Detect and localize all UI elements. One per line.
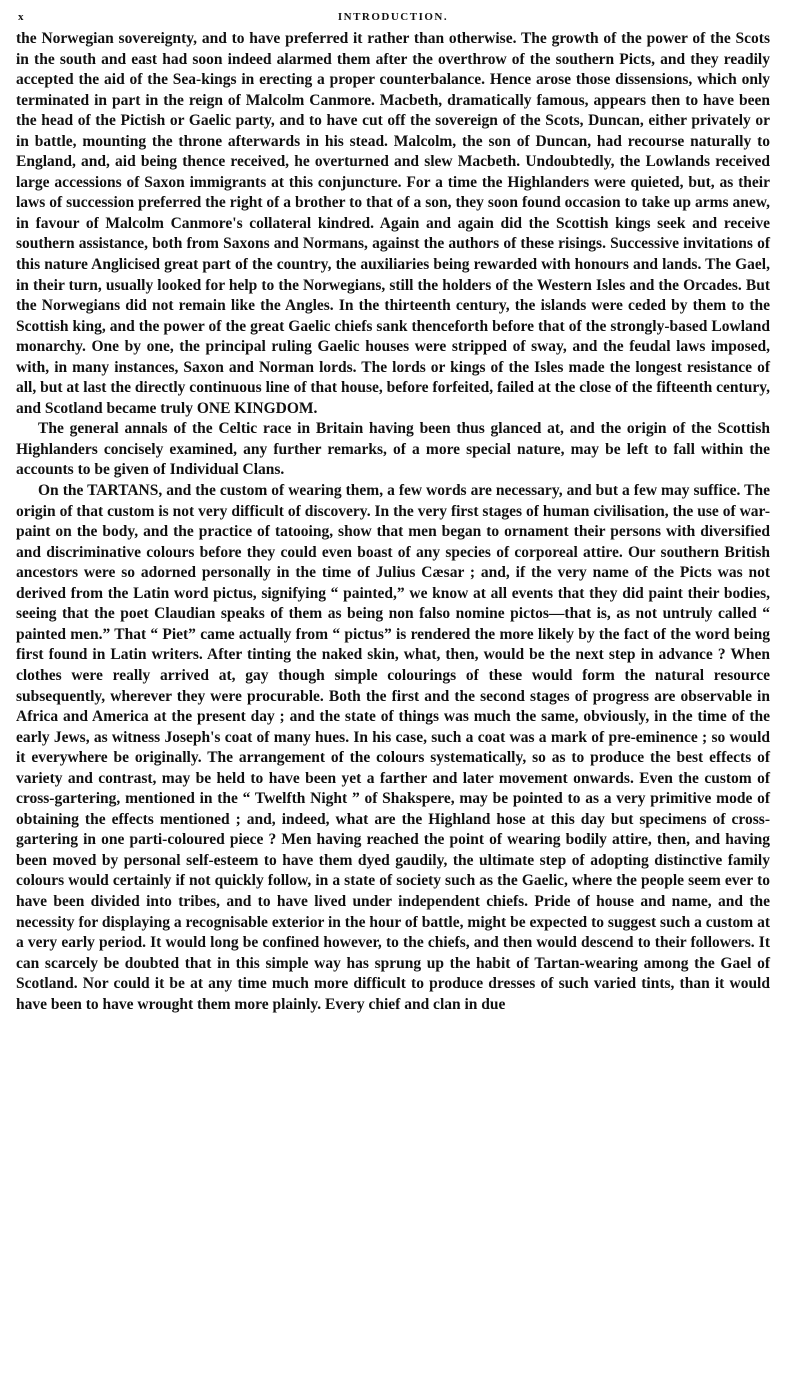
- paragraph-tartans: On the TARTANS, and the custom of wearing them, a few words are necessary, and but a few may suffice. The origin of that custom is not very difficult of discovery. In the very first stages of human civilisation, the use of war-paint on the body, and the practice of tatooing, show that men began to ornament their persons with diversified and discriminative colours before they could even boast of any species of corporeal attire. Our southern British ancestors were so adorned personally in the time of Julius Cæsar ; and, if the very name of the Picts was not derived from the Latin word pictus, signifying “ painted,” we know at all events that they did paint their bodies, seeing that the poet Claudian speaks of them as being non falso nomine pictos—that is, as not untruly called “ painted men.” That “ Piet” came actually from “ pictus” is rendered the more likely by the fact of the word being first found in Latin writers. After tinting the naked skin, what, then, would be the next step in advance ? When clothes were really arrived at, gay though simple colourings of these would form the natural resource subsequently, wherever they were procurable. Both the first and the second stages of progress are observable in Africa and America at the present day ; and the state of things was much the same, obviously, in the time of the early Jews, as witness Joseph's coat of many hues. In his case, such a coat was a mark of pre-eminence ; so would it everywhere be originally. The arrangement of the colours systematically, so as to produce the best effects of variety and contrast, may be held to have been yet a farther and later movement onwards. Even the custom of cross-gartering, mentioned in the “ Twelfth Night ” of Shakspere, may be pointed to as a very primitive mode of obtaining the effects mentioned ; and, indeed, what are the Highland hose at this day but specimens of cross-gartering in one parti-coloured piece ? Men having reached the point of wearing bodily attire, then, and having been moved by personal self-esteem to have them dyed gaudily, the ultimate step of adopting distinctive family colours would certainly if not quickly follow, in a state of society such as the Gaelic, where the people seem ever to have been divided into tribes, and to have lived under independent chiefs. Pride of house and name, and the necessity for displaying a recognisable exterior in the hour of battle, might be expected to suggest such a custom at a very early period. It would long be confined however, to the chiefs, and then would descend to their followers. It can scarcely be doubted that in this simple way has sprung up the habit of Tartan-wearing among the Gael of Scotland. Nor could it be at any time much more difficult to produce dresses of such varied tints, than it would have been to have wrought them more plainly. Every chief and clan in due: [16, 482, 770, 1013]
- paragraph-celtic-annals: The general annals of the Celtic race in Britain having been thus glanced at, and the origin of the Scottish Highlanders concisely examined, any further remarks, of a more special nature, may be left to fall within the accounts to be given of Individual Clans.: [16, 420, 770, 479]
- page-number: x: [18, 11, 25, 23]
- paragraph-norwegian-sovereignty: the Norwegian sovereignty, and to have preferred it rather than otherwise. The growth of the power of the Scots in the south and east had soon indeed alarmed them after the overthrow of the southern Picts, and they readily accepted the aid of the Sea-kings in erecting a proper counterbalance. Hence arose those dissensions, which only terminated in part in the reign of Malcolm Canmore. Macbeth, dramatically famous, appears then to have been the head of the Pictish or Gaelic party, and to have cut off the sovereign of the Scots, Duncan, either privately or in battle, mounting the throne afterwards in his stead. Malcolm, the son of Duncan, had recourse naturally to England, and, aid being thence received, he overturned and slew Macbeth. Undoubtedly, the Lowlands received large accessions of Saxon immigrants at this conjuncture. For a time the Highlanders were quieted, but, as their laws of succession preferred the right of a brother to that of a son, they soon found occasion to take up arms anew, in favour of Malcolm Canmore's collateral kindred. Again and again did the Scottish kings seek and receive southern assistance, both from Saxons and Normans, against the authors of these risings. Successive invitations of this nature Anglicised great part of the country, the auxiliaries being rewarded with honours and lands. The Gael, in their turn, usually looked for help to the Norwegians, still the holders of the Western Isles and the Orcades. But the Norwegians did not remain like the Angles. In the thirteenth century, the islands were ceded by them to the Scottish king, and the power of the great Gaelic chiefs sank thenceforth before that of the strongly-based Lowland monarchy. One by one, the principal ruling Gaelic houses were stripped of sway, and the feudal laws imposed, with, in many instances, Saxon and Norman lords. The lords or kings of the Isles made the longest resistance of all, but at last the directly continuous line of that house, before forfeited, failed at the close of the fifteenth century, and Scotland became truly ONE KINGDOM.: [16, 30, 770, 417]
- running-head: [16, 6, 770, 28]
- page-body: [16, 29, 770, 1015]
- running-title: INTRODUCTION.: [337, 11, 449, 23]
